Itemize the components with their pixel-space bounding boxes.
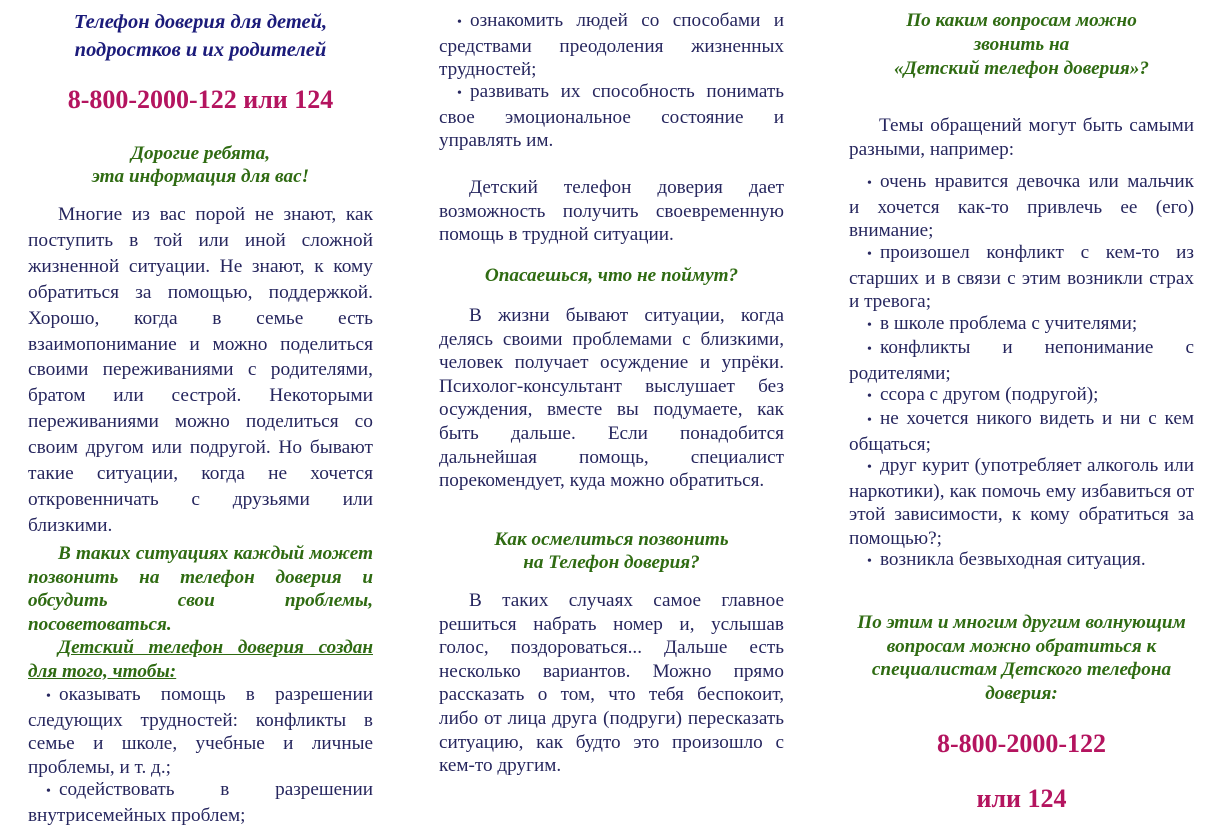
intro-paragraph: Многие из вас порой не знают, как поступить в той или иной сложной жизненной ситуации. Не знают, к кому обратиться за помощью, поддержкой. Хорошо, когда в семье есть взаимопонимание и можно поделиться своими переживаниями с родителями, братом или сестрой. Некоторыми переживаниями можно поделиться со своим другом или подругой. Но бывают такие ситуации, когда не хочется откровенничать с друзьями или близкими.	[28, 204, 373, 536]
list-item: • произошел конфликт с кем-то из старших и в связи с этим возникли страх и тревога;	[849, 241, 1194, 314]
topics-heading-3: «Детский телефон доверия»?	[894, 58, 1149, 79]
list-item: • друг курит (употребляет алкоголь или наркотики), как помочь ему избавиться от этой зависимости, к кому обратиться за помощью?;	[849, 454, 1194, 550]
hotline-phone-bottom: 8-800-2000-122	[937, 729, 1106, 758]
list-item: • не хочется никого видеть и ни с кем общаться;	[849, 407, 1194, 456]
list-item: • в школе проблема с учителями;	[849, 312, 1194, 338]
how-to-call-heading-1: Как осмелиться позвонить	[494, 529, 729, 550]
list-item: • возникла безвыходная ситуация.	[849, 548, 1194, 574]
hotline-phone-top: 8-800-2000-122 или 124	[67, 85, 334, 114]
topics-heading-1: По каким вопросам можно	[906, 10, 1137, 31]
created-for-heading: Детский телефон доверия создан для того, чтобы:	[28, 637, 373, 682]
list-item: • ссора с другом (подругой);	[849, 383, 1194, 409]
fear-heading: Опасаешься, что не поймут?	[484, 265, 739, 286]
hotline-short-number: или 124	[976, 784, 1067, 813]
how-to-call-heading-2: на Телефон доверия?	[523, 552, 700, 573]
closing-paragraph: По этим и многим другим волнующим вопросам можно обратиться к специалистам Детского телефона доверия:	[857, 612, 1186, 704]
how-to-call-paragraph: В таких случаях самое главное решиться набрать номер и, услышав голос, поздороваться... Дальше есть несколько вариантов. Можно прямо рассказать о том, что тебя беспокоит, либо от лица друга (подруги) пересказать ситуацию, как будто это произошло с кем-то другим.	[439, 590, 784, 777]
greeting-line-2: эта информация для вас!	[91, 166, 310, 187]
list-item: • оказывать помощь в разрешении следующих трудностей: конфликты в семье и школе, учебные и личные проблемы, и т. д.;	[28, 683, 373, 779]
greeting-line-1: Дорогие ребята,	[130, 143, 271, 164]
brochure-title: Телефон доверия для детей, подростков и их родителей	[73, 11, 328, 61]
list-item: • конфликты и непонимание с родителями;	[849, 336, 1194, 385]
timely-help-paragraph: Детский телефон доверия дает возможность получить своевременную помощь в трудной ситуации.	[439, 177, 784, 246]
call-anyone-paragraph: В таких ситуациях каждый может позвонить на телефон доверия и обсудить свои проблемы, посоветоваться.	[28, 543, 373, 635]
list-item: • очень нравится девочка или мальчик и хочется как-то привлечь ее (его) внимание;	[849, 170, 1194, 243]
psychologist-paragraph: В жизни бывают ситуации, когда делясь своими проблемами с близкими, человек получает осуждение и упрёки. Психолог-консультант выслушает без осуждения, вместе вы подумаете, как быть дальше. Если понадобится дальнейшая помощь, специалист порекомендует, куда можно обратиться.	[439, 305, 784, 492]
topics-heading-2: звонить на	[973, 34, 1070, 55]
list-item: • содействовать в разрешении внутрисемейных проблем;	[28, 778, 373, 827]
list-item: • развивать их способность понимать свое эмоциональное состояние и управлять им.	[439, 80, 784, 153]
list-item: • ознакомить людей со способами и средствами преодоления жизненных трудностей;	[439, 9, 784, 82]
topics-intro: Темы обращений могут быть самыми разными, например:	[849, 115, 1194, 160]
